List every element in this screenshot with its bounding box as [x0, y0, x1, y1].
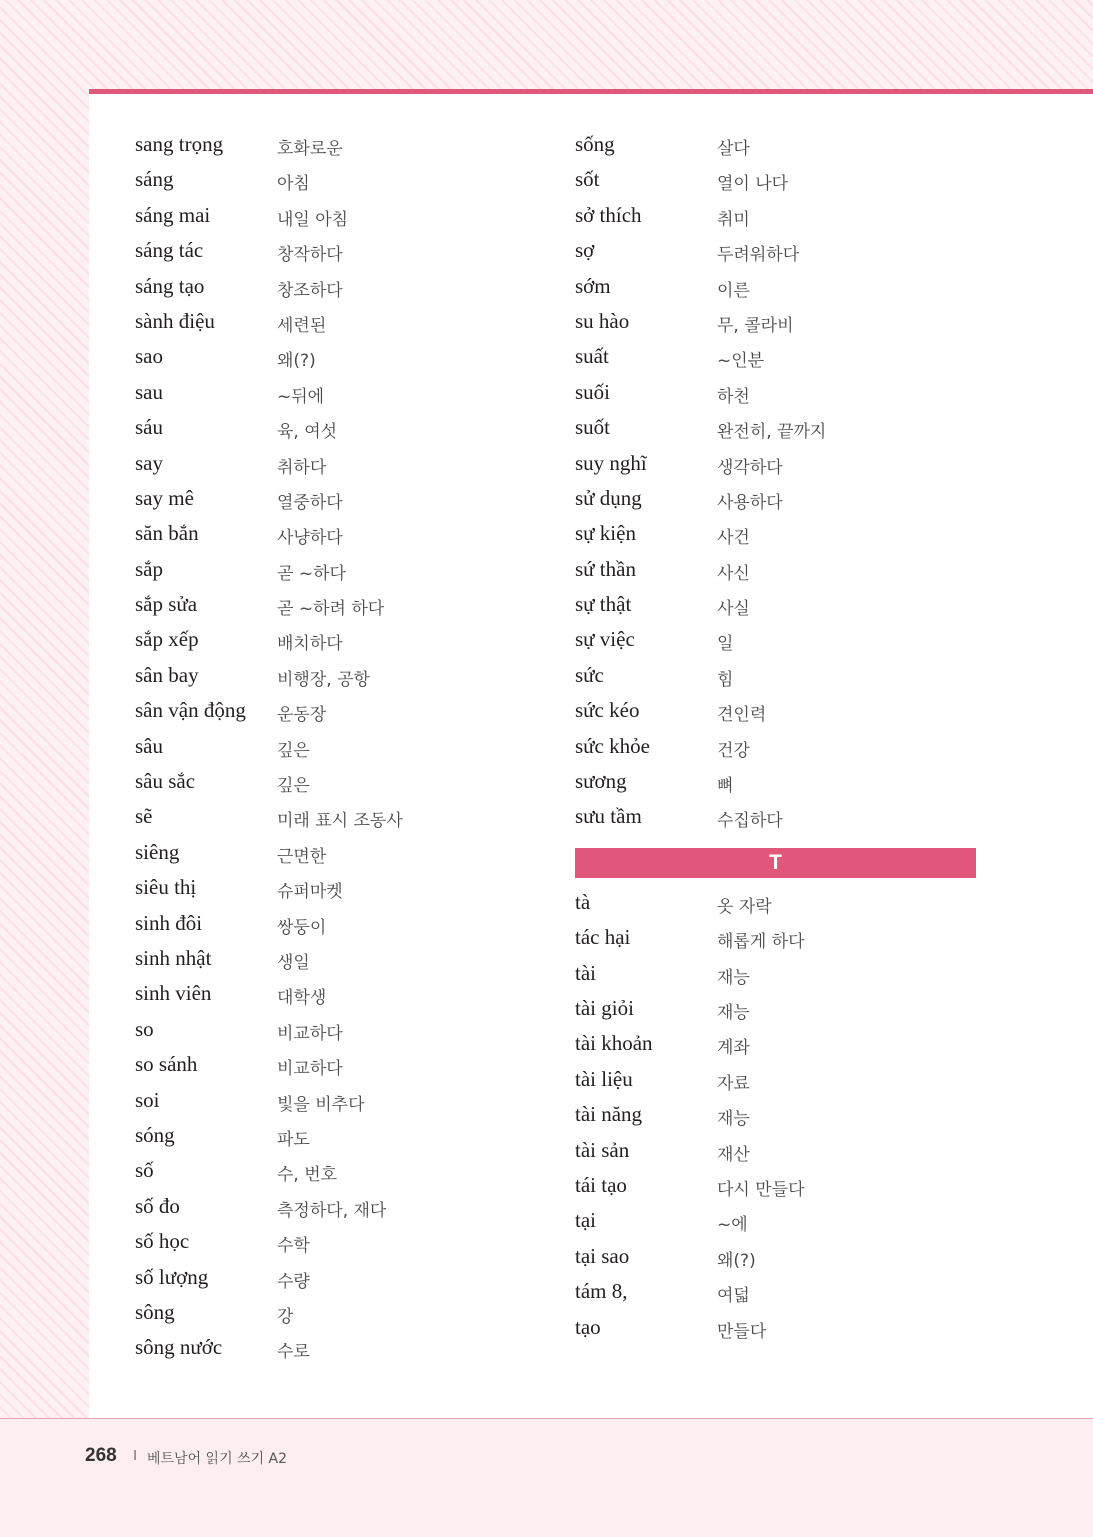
vietnamese-term: số đo — [135, 1193, 180, 1218]
vietnamese-term: sân bay — [135, 662, 199, 687]
glossary-entry — [135, 1335, 555, 1370]
vietnamese-term: sao — [135, 344, 163, 369]
korean-meaning: 내일 아침 — [277, 209, 349, 230]
vietnamese-term: say mê — [135, 485, 194, 510]
glossary-entry — [575, 451, 995, 486]
glossary-entry — [575, 309, 995, 344]
vietnamese-term: sống — [575, 132, 615, 156]
vietnamese-term: số — [135, 1158, 154, 1183]
glossary-entry — [135, 380, 555, 415]
vietnamese-term: tài năng — [575, 1102, 643, 1127]
glossary-entry — [575, 486, 995, 521]
glossary-entry — [575, 344, 995, 379]
vietnamese-term: sắp xếp — [135, 627, 199, 652]
korean-meaning: 깊은 — [277, 776, 310, 797]
korean-meaning: 사냥하다 — [277, 528, 343, 549]
korean-meaning: 사용하다 — [717, 492, 783, 513]
vietnamese-term: sứ thần — [575, 556, 636, 581]
glossary-entry — [135, 804, 555, 839]
korean-meaning: ~인분 — [717, 351, 765, 372]
vietnamese-term: sự việc — [575, 627, 635, 652]
vietnamese-term: tạo — [575, 1314, 601, 1339]
korean-meaning: 수, 번호 — [277, 1165, 338, 1186]
korean-meaning: 강 — [277, 1306, 294, 1327]
korean-meaning: 두려워하다 — [717, 245, 800, 266]
korean-meaning: 일 — [717, 634, 734, 655]
vietnamese-term: tài giỏi — [575, 995, 634, 1020]
vietnamese-term: sáng — [135, 167, 174, 192]
glossary-entry — [135, 698, 555, 733]
glossary-entry — [135, 981, 555, 1016]
glossary-entry — [135, 167, 555, 202]
glossary-entry — [575, 769, 995, 804]
vietnamese-term: sáng tạo — [135, 273, 205, 298]
page-number: 268 — [85, 1445, 117, 1466]
vietnamese-term: tại — [575, 1208, 596, 1233]
glossary-entry — [575, 167, 995, 202]
korean-meaning: 수학 — [277, 1236, 310, 1257]
vietnamese-term: số học — [135, 1229, 190, 1254]
vietnamese-term: sợ — [575, 238, 595, 263]
glossary-entry — [575, 734, 995, 769]
glossary-entry — [575, 961, 995, 996]
korean-meaning: 비교하다 — [277, 1059, 343, 1080]
glossary-entry — [135, 1229, 555, 1264]
vietnamese-term: so — [135, 1016, 154, 1041]
vietnamese-term: tám 8, — [575, 1279, 628, 1304]
glossary-entry — [135, 663, 555, 698]
korean-meaning: 생각하다 — [717, 457, 783, 478]
korean-meaning: 측정하다, 재다 — [277, 1200, 387, 1221]
vietnamese-term: tà — [575, 889, 591, 914]
glossary-entry — [135, 274, 555, 309]
glossary-page — [89, 89, 1093, 1418]
vietnamese-term: sưu tầm — [575, 804, 642, 829]
glossary-entry — [575, 925, 995, 960]
glossary-entry — [135, 627, 555, 662]
vietnamese-term: say — [135, 450, 163, 475]
glossary-entry — [135, 132, 555, 167]
vietnamese-term: sáng tác — [135, 238, 204, 263]
glossary-entry — [575, 1244, 995, 1279]
glossary-entry — [575, 274, 995, 309]
vietnamese-term: soi — [135, 1087, 160, 1112]
korean-meaning: 비행장, 공항 — [277, 669, 370, 690]
vietnamese-term: tài khoản — [575, 1031, 653, 1056]
korean-meaning: 대학생 — [277, 988, 327, 1009]
vietnamese-term: sử dụng — [575, 485, 642, 510]
korean-meaning: 다시 만들다 — [717, 1179, 805, 1200]
glossary-entry — [575, 1067, 995, 1102]
left-column — [135, 132, 555, 1371]
korean-meaning: 옷 자락 — [717, 896, 772, 917]
glossary-entry — [575, 132, 995, 167]
glossary-entry — [135, 557, 555, 592]
s-entries — [575, 132, 995, 840]
korean-meaning: 사실 — [717, 599, 750, 620]
vietnamese-term: săn bắn — [135, 521, 199, 546]
korean-meaning: 견인력 — [717, 705, 767, 726]
vietnamese-term: sông — [135, 1299, 175, 1324]
t-entries — [575, 890, 995, 1350]
vietnamese-term: sáng mai — [135, 202, 211, 227]
korean-meaning: 깊은 — [277, 740, 310, 761]
korean-meaning: 재산 — [717, 1144, 750, 1165]
vietnamese-term: sinh viên — [135, 981, 212, 1006]
vietnamese-term: tác hại — [575, 925, 631, 950]
glossary-entry — [135, 592, 555, 627]
vietnamese-term: tài sản — [575, 1137, 630, 1162]
vietnamese-term: sâu — [135, 733, 163, 758]
glossary-entry — [135, 1265, 555, 1300]
korean-meaning: 이른 — [717, 280, 750, 301]
right-column — [575, 132, 995, 1350]
glossary-entry — [575, 557, 995, 592]
vietnamese-term: sức kéo — [575, 698, 640, 723]
korean-meaning: 세련된 — [277, 315, 327, 336]
korean-meaning: 재능 — [717, 967, 750, 988]
korean-meaning: 계좌 — [717, 1038, 750, 1059]
korean-meaning: 미래 표시 조동사 — [277, 811, 403, 832]
korean-meaning: 뼈 — [717, 776, 734, 797]
vietnamese-term: sắp — [135, 556, 163, 581]
glossary-entry — [575, 1102, 995, 1137]
glossary-entry — [575, 1315, 995, 1350]
korean-meaning: 왜(?) — [277, 351, 316, 372]
glossary-entry — [135, 875, 555, 910]
korean-meaning: 사건 — [717, 528, 750, 549]
vietnamese-term: sân vận động — [135, 698, 246, 723]
korean-meaning: 살다 — [717, 139, 750, 159]
vietnamese-term: suy nghĩ — [575, 450, 647, 475]
korean-meaning: 무, 콜라비 — [717, 315, 794, 336]
vietnamese-term: suốt — [575, 415, 611, 440]
book-title: 베트남어 읽기 쓰기 A2 — [147, 1451, 288, 1467]
glossary-entry — [135, 769, 555, 804]
korean-meaning: 재능 — [717, 1109, 750, 1130]
korean-meaning: 운동장 — [277, 705, 327, 726]
glossary-entry — [575, 521, 995, 556]
korean-meaning: 왜(?) — [717, 1250, 756, 1271]
vietnamese-term: sang trọng — [135, 132, 224, 156]
korean-meaning: 자료 — [717, 1073, 750, 1094]
vietnamese-term: sắp sửa — [135, 592, 198, 617]
vietnamese-term: su hào — [575, 308, 630, 333]
korean-meaning: 파도 — [277, 1129, 310, 1150]
vietnamese-term: sau — [135, 379, 163, 404]
page-footer — [0, 1418, 1093, 1537]
korean-meaning: 완전히, 끝까지 — [717, 422, 827, 443]
korean-meaning: 건강 — [717, 740, 750, 761]
vietnamese-term: sẽ — [135, 804, 153, 829]
korean-meaning: 생일 — [277, 952, 310, 973]
glossary-entry — [575, 592, 995, 627]
vietnamese-term: sở thích — [575, 202, 642, 227]
korean-meaning: 아침 — [277, 174, 310, 195]
korean-meaning: 비교하다 — [277, 1023, 343, 1044]
vietnamese-term: số lượng — [135, 1264, 209, 1289]
vietnamese-term: siêu thị — [135, 875, 197, 900]
glossary-entry — [135, 840, 555, 875]
glossary-entry — [135, 451, 555, 486]
glossary-entry — [575, 415, 995, 450]
glossary-entry — [135, 1123, 555, 1158]
korean-meaning: 힘 — [717, 669, 734, 690]
glossary-entry — [135, 238, 555, 273]
vietnamese-term: sớm — [575, 273, 611, 298]
section-header-t: T — [575, 848, 976, 878]
korean-meaning: 쌍둥이 — [277, 917, 327, 938]
vietnamese-term: sông nước — [135, 1335, 223, 1360]
korean-meaning: ~뒤에 — [277, 386, 325, 407]
vietnamese-term: sáu — [135, 415, 163, 440]
korean-meaning: 빛을 비추다 — [277, 1094, 365, 1115]
korean-meaning: 수량 — [277, 1271, 310, 1292]
glossary-entry — [575, 1173, 995, 1208]
vietnamese-term: suối — [575, 379, 611, 404]
glossary-entry — [575, 1279, 995, 1314]
korean-meaning: 호화로운 — [277, 139, 343, 159]
glossary-entry — [575, 1138, 995, 1173]
vietnamese-term: sâu sắc — [135, 769, 196, 794]
korean-meaning: 취하다 — [277, 457, 327, 478]
vietnamese-term: tái tạo — [575, 1172, 627, 1197]
glossary-entry — [135, 486, 555, 521]
glossary-entry — [575, 203, 995, 238]
korean-meaning: 재능 — [717, 1002, 750, 1023]
korean-meaning: 창조하다 — [277, 280, 343, 301]
glossary-entry — [575, 1208, 995, 1243]
korean-meaning: 창작하다 — [277, 245, 343, 266]
glossary-entry — [575, 996, 995, 1031]
korean-meaning: 곧 ~하려 하다 — [277, 599, 385, 620]
vietnamese-term: sức khỏe — [575, 733, 650, 758]
glossary-entry — [135, 309, 555, 344]
vietnamese-term: sành điệu — [135, 308, 215, 333]
vietnamese-term: so sánh — [135, 1052, 198, 1077]
glossary-entry — [135, 1088, 555, 1123]
glossary-entry — [135, 1194, 555, 1229]
korean-meaning: 하천 — [717, 386, 750, 407]
glossary-entry — [575, 238, 995, 273]
glossary-entry — [135, 344, 555, 379]
glossary-entry — [575, 380, 995, 415]
korean-meaning: 수집하다 — [717, 811, 783, 832]
vietnamese-term: tài liệu — [575, 1066, 633, 1091]
vietnamese-term: suất — [575, 344, 609, 369]
glossary-entry — [135, 1052, 555, 1087]
korean-meaning: 열이 나다 — [717, 174, 789, 195]
korean-meaning: 만들다 — [717, 1321, 767, 1342]
glossary-entry — [575, 627, 995, 662]
vietnamese-term: tại sao — [575, 1243, 630, 1268]
glossary-entry — [575, 698, 995, 733]
vietnamese-term: sóng — [135, 1122, 175, 1147]
glossary-entry — [575, 890, 995, 925]
footer-separator: I — [133, 1447, 138, 1464]
glossary-entry — [135, 1300, 555, 1335]
korean-meaning: ~에 — [717, 1215, 748, 1236]
korean-meaning: 육, 여섯 — [277, 422, 338, 443]
korean-meaning: 취미 — [717, 209, 750, 230]
glossary-entry — [575, 1031, 995, 1066]
vietnamese-term: sinh nhật — [135, 945, 212, 970]
glossary-entry — [135, 734, 555, 769]
korean-meaning: 곧 ~하다 — [277, 563, 346, 584]
glossary-entry — [135, 911, 555, 946]
korean-meaning: 근면한 — [277, 846, 327, 867]
glossary-entry — [135, 203, 555, 238]
korean-meaning: 수로 — [277, 1342, 310, 1363]
vietnamese-term: sự thật — [575, 592, 632, 617]
korean-meaning: 여덟 — [717, 1286, 750, 1307]
vietnamese-term: siêng — [135, 839, 180, 864]
glossary-entry — [135, 946, 555, 981]
glossary-entry — [575, 804, 995, 839]
korean-meaning: 열중하다 — [277, 492, 343, 513]
vietnamese-term: sương — [575, 769, 627, 794]
glossary-entry — [135, 1017, 555, 1052]
vietnamese-term: sốt — [575, 167, 600, 192]
vietnamese-term: sức — [575, 662, 604, 687]
korean-meaning: 배치하다 — [277, 634, 343, 655]
korean-meaning: 사신 — [717, 563, 750, 584]
glossary-entry — [135, 1158, 555, 1193]
korean-meaning: 슈퍼마켓 — [277, 882, 343, 903]
glossary-entry — [575, 663, 995, 698]
glossary-entry — [135, 521, 555, 556]
vietnamese-term: sự kiện — [575, 521, 636, 546]
vietnamese-term: sinh đôi — [135, 910, 203, 935]
vietnamese-term: tài — [575, 960, 596, 985]
korean-meaning: 해롭게 하다 — [717, 932, 805, 953]
glossary-entry — [135, 415, 555, 450]
